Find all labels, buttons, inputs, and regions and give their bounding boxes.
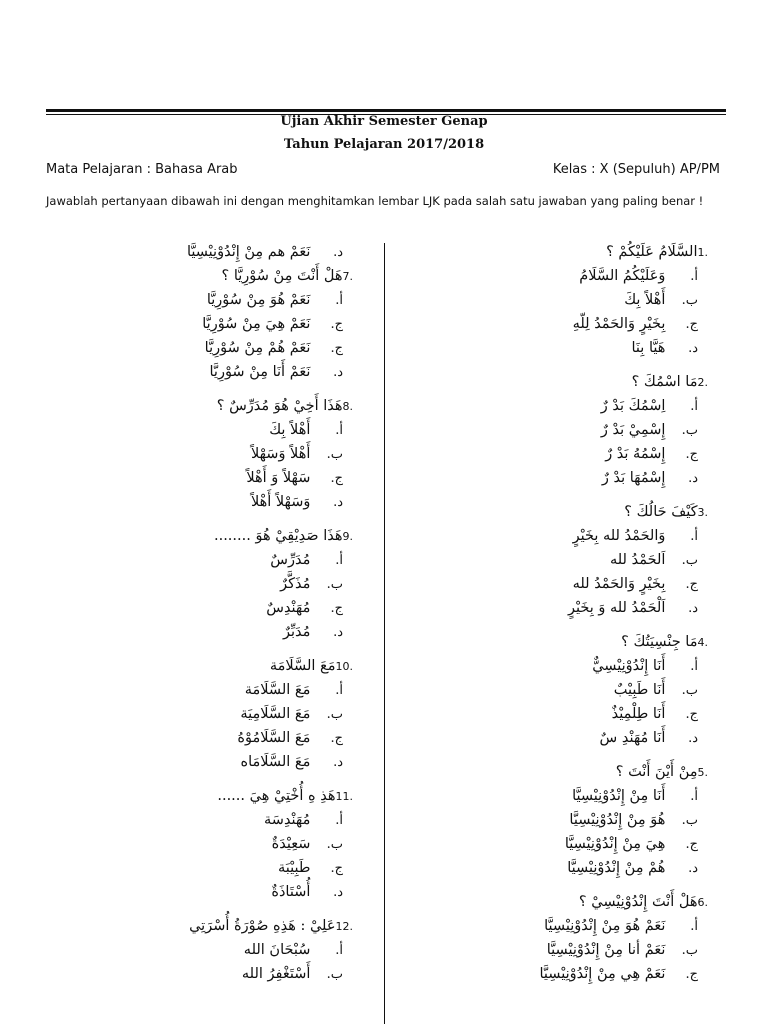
option-b: ب. نَعَمْ أنا مِنْ إِنْدُوْنِيْسِيَّا <box>546 942 698 958</box>
question-11 <box>33 784 353 904</box>
question-text: كَيْفَ حَالُكَ ؟ <box>624 504 698 520</box>
exam-title: Ujian Akhir Semester Genap <box>280 114 488 129</box>
question-6 <box>388 890 708 986</box>
question-stem <box>33 914 353 938</box>
option-d: د. اَلْحَمْدُ لله وَ بِخَيْرٍ <box>567 600 698 616</box>
question-text: هَلْ أَنْتَ مِنْ سُوْرِيَّا ؟ <box>221 268 343 284</box>
option-c: ج. نَعَمْ هِي مِنْ إِنْدُوْنِيْسِيَّا <box>539 966 698 982</box>
option-a: أ. نَعَمْ هُوَ مِنْ إِنْدُوْنِيْسِيَّا <box>544 918 698 934</box>
question-number: 11. <box>335 790 353 803</box>
option-c: ج. بِخَيْرٍ وَالحَمْدُ لله <box>572 576 698 592</box>
question-12 <box>33 914 353 986</box>
question-1 <box>388 240 708 360</box>
option-c: ج. نَعَمْ هُمْ مِنْ سُوْرِيَّا <box>204 340 343 356</box>
question-stem <box>388 240 708 264</box>
question-number: 6. <box>697 896 708 909</box>
question-text: مَا جِنْسِيَتُكَ ؟ <box>621 634 698 650</box>
option-b: ب. إِسْمِيْ بَدْ رٌ <box>600 422 698 438</box>
question-stem <box>33 394 353 418</box>
question-stem <box>388 370 708 394</box>
question-2 <box>388 370 708 490</box>
option-a: أ. أَهْلاً بِكَ <box>269 422 343 438</box>
option-d: د. أُسْتَاذَةٌ <box>271 884 343 900</box>
question-stem <box>33 264 353 288</box>
question-stem <box>388 760 708 784</box>
question-text: السَّلَامُ عَلَيْكُمْ ؟ <box>606 244 698 260</box>
question-number: 12. <box>335 920 353 933</box>
question-stem <box>33 524 353 548</box>
question-text: مِنْ أَيْنَ أَنْتَ ؟ <box>615 764 698 780</box>
option-d: د. مَعَ السَّلَامَاه <box>240 754 343 770</box>
exam-year: Tahun Pelajaran 2017/2018 <box>283 137 485 152</box>
question-number: 2. <box>697 376 708 389</box>
option-c: ج. إِسْمُهُ بَدْ رٌ <box>605 446 698 462</box>
question-number: 5. <box>697 766 708 779</box>
option-a: أ. مُهَنْدِسَة <box>264 812 343 828</box>
question-8 <box>33 394 353 514</box>
question-number: 8. <box>342 400 353 413</box>
option-c: ج. بِخَيْرٍ وَالحَمْدُ لِلّهِ <box>572 316 698 332</box>
option-b: ب. مُذَكَّرٌ <box>280 576 343 592</box>
question-7 <box>33 264 353 384</box>
option-a: أ. أَنَا إِنْدُوْنِيْسِيٌّ <box>592 658 698 674</box>
option-d: د. وَسَهْلاً أَهْلاً <box>250 494 343 510</box>
left-column <box>33 240 353 986</box>
question-text: هَذَا أَخِيْ هُوَ مُدَرِّسٌ ؟ <box>216 398 343 414</box>
option-a: أ. وَالحَمْدُ لله بِخَيْرٍ <box>572 528 698 544</box>
instructions: Jawablah pertanyaan dibawah ini dengan menghitamkan lembar LJK pada salah satu jawaban yang paling benar ! <box>46 194 704 208</box>
question-stem <box>33 654 353 678</box>
question-number: 1. <box>697 246 708 259</box>
option-d-carryover: د. نَعَمْ هم مِنْ إِنْدُوْنِيْسِيَّا <box>186 244 343 260</box>
question-text: هَذَا صَدِيْقِيْ هُوَ ........ <box>213 528 343 544</box>
question-number: 4. <box>697 636 708 649</box>
option-a: أ. مَعَ السَّلَامَة <box>244 682 343 698</box>
class-label: Kelas : X (Sepuluh) AP/PM <box>552 162 720 177</box>
option-a: أ. اِسْمُكَ بَدْ رٌ <box>600 398 698 414</box>
option-a: أ. سُبْحَانَ الله <box>243 942 343 958</box>
question-text: هَلْ أَنْتَ إِنْدُوْنِيْسِيْ ؟ <box>578 894 698 910</box>
option-b: ب. سَعِيْدَةٌ <box>271 836 343 852</box>
option-a: أ. نَعَمْ هُوَ مِنْ سُوْرِيَّا <box>206 292 343 308</box>
option-d: د. نَعَمْ أَنَا مِنْ سُوْرِيَّا <box>209 364 343 380</box>
option-c: ج. طَبِيْبَة <box>277 860 343 876</box>
option-a: أ. أَنَا مِنْ إِنْدُوْنِيْسِيَّا <box>572 788 698 804</box>
question-3 <box>388 500 708 620</box>
option-c: ج. مُهَنْدِسٌ <box>266 600 343 616</box>
option-a: أ. مُدَرِّسٌ <box>270 552 343 568</box>
option-b: ج. نَعَمْ هِيَ مِنْ سُوْرِيَّا <box>202 316 343 332</box>
option-c: ج. مَعَ السَّلَامُوْهُ <box>237 730 343 746</box>
option-b: ب. أَنَا طَبِيْبٌ <box>613 682 698 698</box>
question-stem <box>388 630 708 654</box>
option-b: ب. أَهْلاً وَسَهْلاً <box>250 446 343 462</box>
header-rule-thick <box>46 109 726 112</box>
question-text: عَلِيْ : هَذِهِ صُوْرَةُ أُسْرَتِي <box>189 918 336 934</box>
question-10 <box>33 654 353 774</box>
question-stem <box>33 784 353 808</box>
option-d: د. إِسْمُهَا بَدْ رٌ <box>601 470 698 486</box>
right-column <box>388 240 708 986</box>
option-b: ب. اَلحَمْدُ لله <box>609 552 698 568</box>
option-d: د. أَنَا مُهَنْدِ سٌ <box>599 730 698 746</box>
question-text: مَا اسْمُكَ ؟ <box>631 374 698 390</box>
question-5 <box>388 760 708 880</box>
option-c: ج. هِيَ مِنْ إِنْدُوْنِيْسِيَّا <box>564 836 698 852</box>
option-b: ب. أَسْتَغْفِرُ الله <box>241 966 343 982</box>
option-b: ب. أَهْلاً بِكَ <box>624 292 698 308</box>
question-number: 7. <box>342 270 353 283</box>
option-d: د. مُدَبِّرٌ <box>282 624 343 640</box>
question-text: مَعَ السَّلَامَة <box>269 658 336 674</box>
question-4 <box>388 630 708 750</box>
option-a: أ. وَعَلَيْكُمُ السَّلَامُ <box>579 268 698 284</box>
question-9 <box>33 524 353 644</box>
question-number: 9. <box>342 530 353 543</box>
option-b: ب. هُوَ مِنْ إِنْدُوْنِيْسِيَّا <box>569 812 698 828</box>
question-number: 3. <box>697 506 708 519</box>
column-divider <box>384 243 385 1024</box>
option-d: د. هَيَّا بِنَا <box>631 340 698 356</box>
question-stem <box>388 500 708 524</box>
question-stem <box>388 890 708 914</box>
option-b: ب. مَعَ السَّلَامِيَة <box>240 706 343 722</box>
option-c: ج. أَنَا طِلْمِيْذٌ <box>611 706 698 722</box>
question-number: 10. <box>335 660 353 673</box>
subject-label: Mata Pelajaran : Bahasa Arab <box>46 162 238 177</box>
option-d: د. هُمْ مِنْ إِنْدُوْنِيْسِيَّا <box>567 860 698 876</box>
question-text: هَذِ هِ أُخْتِيْ هِيَ ...... <box>217 788 336 804</box>
option-c: ج. سَهْلاً وَ أَهْلاً <box>246 470 343 486</box>
